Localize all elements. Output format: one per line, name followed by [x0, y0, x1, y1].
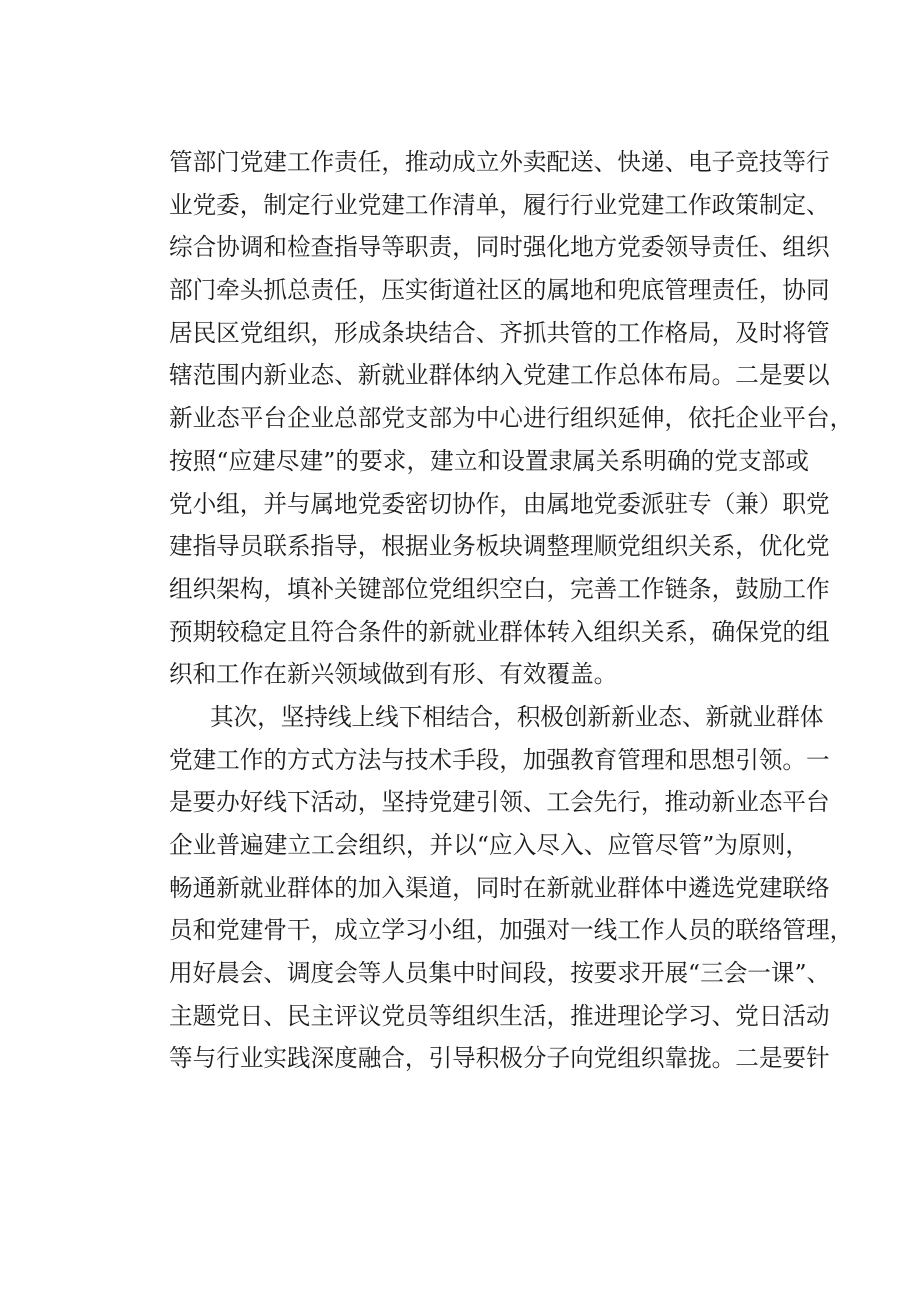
text-line: 业党委，制定行业党建工作清单，履行行业党建工作政策制定、: [169, 190, 830, 219]
text-line: 其次，坚持线上线下相结合，积极创新新业态、新就业群体: [210, 702, 824, 731]
text-line: 管部门党建工作责任，推动成立外卖配送、快递、电子竞技等行: [169, 148, 830, 176]
text-line: 新业态平台企业总部党支部为中心进行组织延伸，依托企业平台，: [169, 404, 854, 433]
text-line: 用好晨会、调度会等人员集中时间段，按要求开展“三会一课”、: [169, 959, 831, 988]
text-line: 部门牵头抓总责任，压实街道社区的属地和兜底管理责任，协同: [169, 276, 830, 305]
paragraph-1: [169, 141, 854, 696]
text-line: 是要办好线下活动，坚持党建引领、工会先行，推动新业态平台: [169, 788, 830, 817]
text-line: 主题党日、民主评议党员等组织生活，推进理论学习、党日活动: [169, 1001, 830, 1030]
text-line: 建指导员联系指导，根据业务板块调整理顺党组织关系，优化党: [169, 532, 830, 561]
text-line: 等与行业实践深度融合，引导积极分子向党组织靠拢。二是要针: [169, 1044, 830, 1073]
text-line: 组织架构，填补关键部位党组织空白，完善工作链条，鼓励工作: [169, 574, 830, 603]
document-body: [169, 141, 854, 1080]
text-line: 按照“应建尽建”的要求，建立和设置隶属关系明确的党支部或: [169, 446, 809, 475]
text-line: 综合协调和检查指导等职责，同时强化地方党委领导责任、组织: [169, 233, 830, 262]
text-line: 员和党建骨干，成立学习小组，加强对一线工作人员的联络管理，: [169, 916, 854, 945]
text-line: 居民区党组织，形成条块结合、齐抓共管的工作格局，及时将管: [169, 318, 830, 347]
text-line: 企业普遍建立工会组织，并以“应入尽入、应管尽管”为原则，: [169, 831, 809, 859]
text-line: 预期较稳定且符合条件的新就业群体转入组织关系，确保党的组: [169, 617, 830, 646]
text-line: 党小组，并与属地党委密切协作，由属地党委派驻专（兼）职党: [169, 489, 830, 518]
text-line: 党建工作的方式方法与技术手段，加强教育管理和思想引领。一: [169, 745, 830, 774]
text-line: 织和工作在新兴领域做到有形、有效覆盖。: [169, 660, 618, 689]
paragraph-2: [169, 696, 854, 1080]
text-line: 畅通新就业群体的加入渠道，同时在新就业群体中遴选党建联络: [169, 873, 830, 902]
text-line: 辖范围内新业态、新就业群体纳入党建工作总体布局。二是要以: [169, 361, 830, 390]
